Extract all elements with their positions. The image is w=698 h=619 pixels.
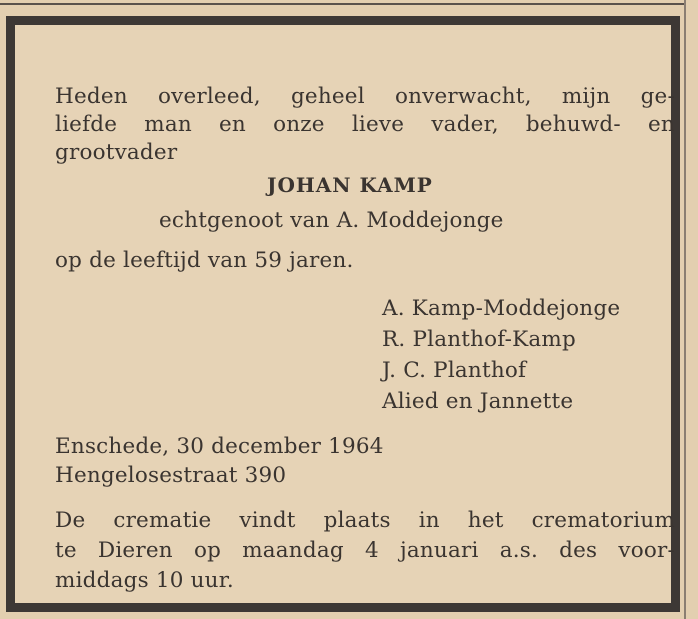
cremation-line-1 (55, 507, 675, 535)
cremation-line-3: middags 10 uur. (55, 568, 234, 593)
word: en (647, 112, 675, 137)
word: Dieren (97, 538, 173, 563)
word: en (219, 112, 246, 137)
signatory-1: A. Kamp-Moddejonge (382, 296, 621, 321)
place-date: Enschede, 30 december 1964 (55, 434, 384, 459)
spouse-line: echtgenoot van A. Moddejonge (159, 208, 504, 233)
word: 4 (364, 538, 379, 563)
word: onverwacht, (394, 84, 532, 109)
deceased-name: JOHAN KAMP (267, 173, 433, 197)
word: voor- (618, 538, 675, 563)
word: ge- (640, 84, 675, 109)
opening-line-2 (55, 111, 675, 139)
word: vader, (431, 112, 499, 137)
word: a.s. (499, 538, 539, 563)
word: lieve (351, 112, 405, 137)
signatory-2: R. Planthof-Kamp (382, 327, 576, 352)
word: onze (273, 112, 325, 137)
top-border-rule (0, 3, 685, 5)
opening-line-3: grootvader (55, 140, 178, 165)
opening-line-1 (55, 83, 675, 111)
cremation-line-2 (55, 537, 675, 565)
word: mijn (561, 84, 611, 109)
word: liefde (55, 112, 118, 137)
word: crematorium (531, 508, 675, 533)
word: crematie (113, 508, 212, 533)
word: te (55, 538, 77, 563)
word: des (559, 538, 598, 563)
signatory-3: J. C. Planthof (382, 358, 527, 383)
death-notice-frame (6, 16, 680, 612)
word: geheel (290, 84, 365, 109)
word: Heden (55, 84, 128, 109)
word: het (467, 508, 504, 533)
signatory-4: Alied en Jannette (382, 389, 574, 414)
word: in (418, 508, 440, 533)
column-divider-rule (684, 0, 686, 619)
word: De (55, 508, 86, 533)
word: man (144, 112, 192, 137)
word: op (193, 538, 222, 563)
address: Hengelosestraat 390 (55, 463, 287, 488)
word: maandag (242, 538, 344, 563)
word: behuwd- (525, 112, 621, 137)
age-line: op de leeftijd van 59 jaren. (55, 248, 354, 273)
word: plaats (323, 508, 391, 533)
word: vindt (239, 508, 296, 533)
word: overleed, (157, 84, 261, 109)
word: januari (399, 538, 479, 563)
